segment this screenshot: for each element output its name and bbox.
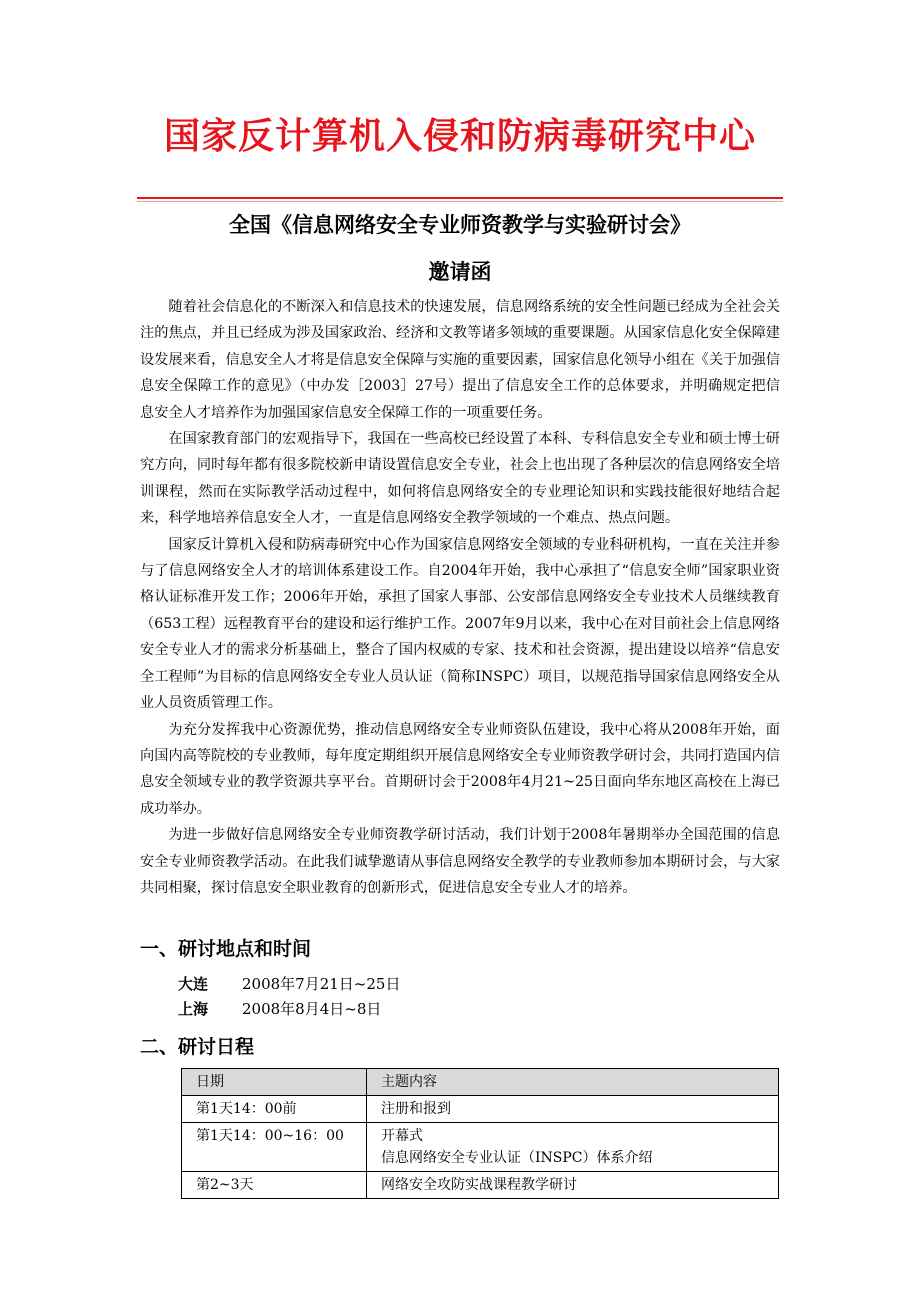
table-cell-topic	[367, 1096, 779, 1123]
topic-line: 网络安全攻防实战课程教学研讨	[381, 1177, 577, 1193]
table-row	[182, 1172, 779, 1199]
agenda-table	[181, 1068, 779, 1199]
table-row	[182, 1123, 779, 1172]
table-row	[182, 1096, 779, 1123]
title-divider	[137, 197, 783, 199]
table-cell-topic	[367, 1172, 779, 1199]
location-dates: 2008年8月4日~8日	[242, 1000, 382, 1018]
invitation-body	[140, 294, 780, 901]
topic-line: 信息网络安全专业认证（INSPC）体系介绍	[381, 1150, 653, 1166]
location-row	[178, 998, 381, 1019]
paragraph-4: 为充分发挥我中心资源优势，推动信息网络安全专业师资队伍建设，我中心将从2008年开始，面向国内高等院校的专业教师，每年度定期组织开展信息网络安全专业师资教学研讨会，共同打造国内信息安全领域专业的教学资源共享平台。首期研讨会于2008年4月21~25日面向华东地区高校在上海已成功举办。	[140, 721, 780, 817]
location-row	[178, 973, 400, 994]
paragraph-1: 随着社会信息化的不断深入和信息技术的快速发展，信息网络系统的安全性问题已经成为全社会关注的焦点，并且已经成为涉及国家政治、经济和文教等诸多领域的重要课题。从国家信息化安全保障建设发展来看，信息安全人才将是信息安全保障与实施的重要因素，国家信息化领导小组在《关于加强信息安全保障工作的意见》（中办发［2003］27号）提出了信息安全工作的总体要求，并明确规定把信息安全人才培养作为加强国家信息安全保障工作的一项重要任务。	[140, 299, 780, 421]
table-header-row	[182, 1069, 779, 1096]
section-heading-location: 一、研讨地点和时间	[140, 938, 312, 960]
location-city: 上海	[178, 1000, 209, 1018]
paragraph-5: 为进一步做好信息网络安全专业师资教学研讨活动，我们计划于2008年暑期举办全国范围的信息安全专业师资教学活动。在此我们诚挚邀请从事信息网络安全教学的专业教师参加本期研讨会，与大家共同相聚，探讨信息安全职业教育的创新形式，促进信息安全专业人才的培养。	[140, 827, 780, 896]
table-cell-date: 第1天14：00前	[182, 1096, 367, 1123]
column-header-topic: 主题内容	[367, 1069, 779, 1096]
table-cell-topic	[367, 1123, 779, 1172]
invitation-title: 邀请函	[428, 260, 492, 284]
table-cell-date: 第1天14：00~16：00	[182, 1123, 367, 1172]
table-cell-date: 第2~3天	[182, 1172, 367, 1199]
paragraph-3: 国家反计算机入侵和防病毒研究中心作为国家信息网络安全领域的专业科研机构，一直在关注并参与了信息网络安全人才的培训体系建设工作。自2004年开始，我中心承担了“信息安全师”国家职业资格认证标准开发工作；2006年开始，承担了国家人事部、公安部信息网络安全专业技术人员继续教育（653工程）远程教育平台的建设和运行维护工作。2007年9月以来，我中心在对目前社会上信息网络安全专业人才的需求分析基础上，整合了国内权威的专家、技术和社会资源，提出建设以培养“信息安全工程师”为目标的信息网络安全专业人员认证（简称INSPC）项目，以规范指导国家信息网络安全从业人员资质管理工作。	[140, 536, 780, 712]
topic-line: 开幕式	[381, 1128, 423, 1144]
location-city: 大连	[178, 975, 209, 993]
conference-title: 全国《信息网络安全专业师资教学与实验研讨会》	[229, 213, 691, 237]
location-dates: 2008年7月21日~25日	[242, 975, 401, 993]
section-heading-agenda: 二、研讨日程	[140, 1036, 255, 1058]
title-divider-thin	[137, 201, 783, 202]
topic-line: 注册和报到	[381, 1101, 451, 1117]
org-title: 国家反计算机入侵和防病毒研究中心	[163, 116, 756, 157]
paragraph-2: 在国家教育部门的宏观指导下，我国在一些高校已经设置了本科、专科信息安全专业和硕士博士研究方向，同时每年都有很多院校新申请设置信息安全专业，社会上也出现了各种层次的信息网络安全培训课程，然而在实际教学活动过程中，如何将信息网络安全的专业理论知识和实践技能很好地结合起来，科学地培养信息安全人才，一直是信息网络安全教学领域的一个难点、热点问题。	[140, 431, 780, 527]
column-header-date: 日期	[182, 1069, 367, 1096]
